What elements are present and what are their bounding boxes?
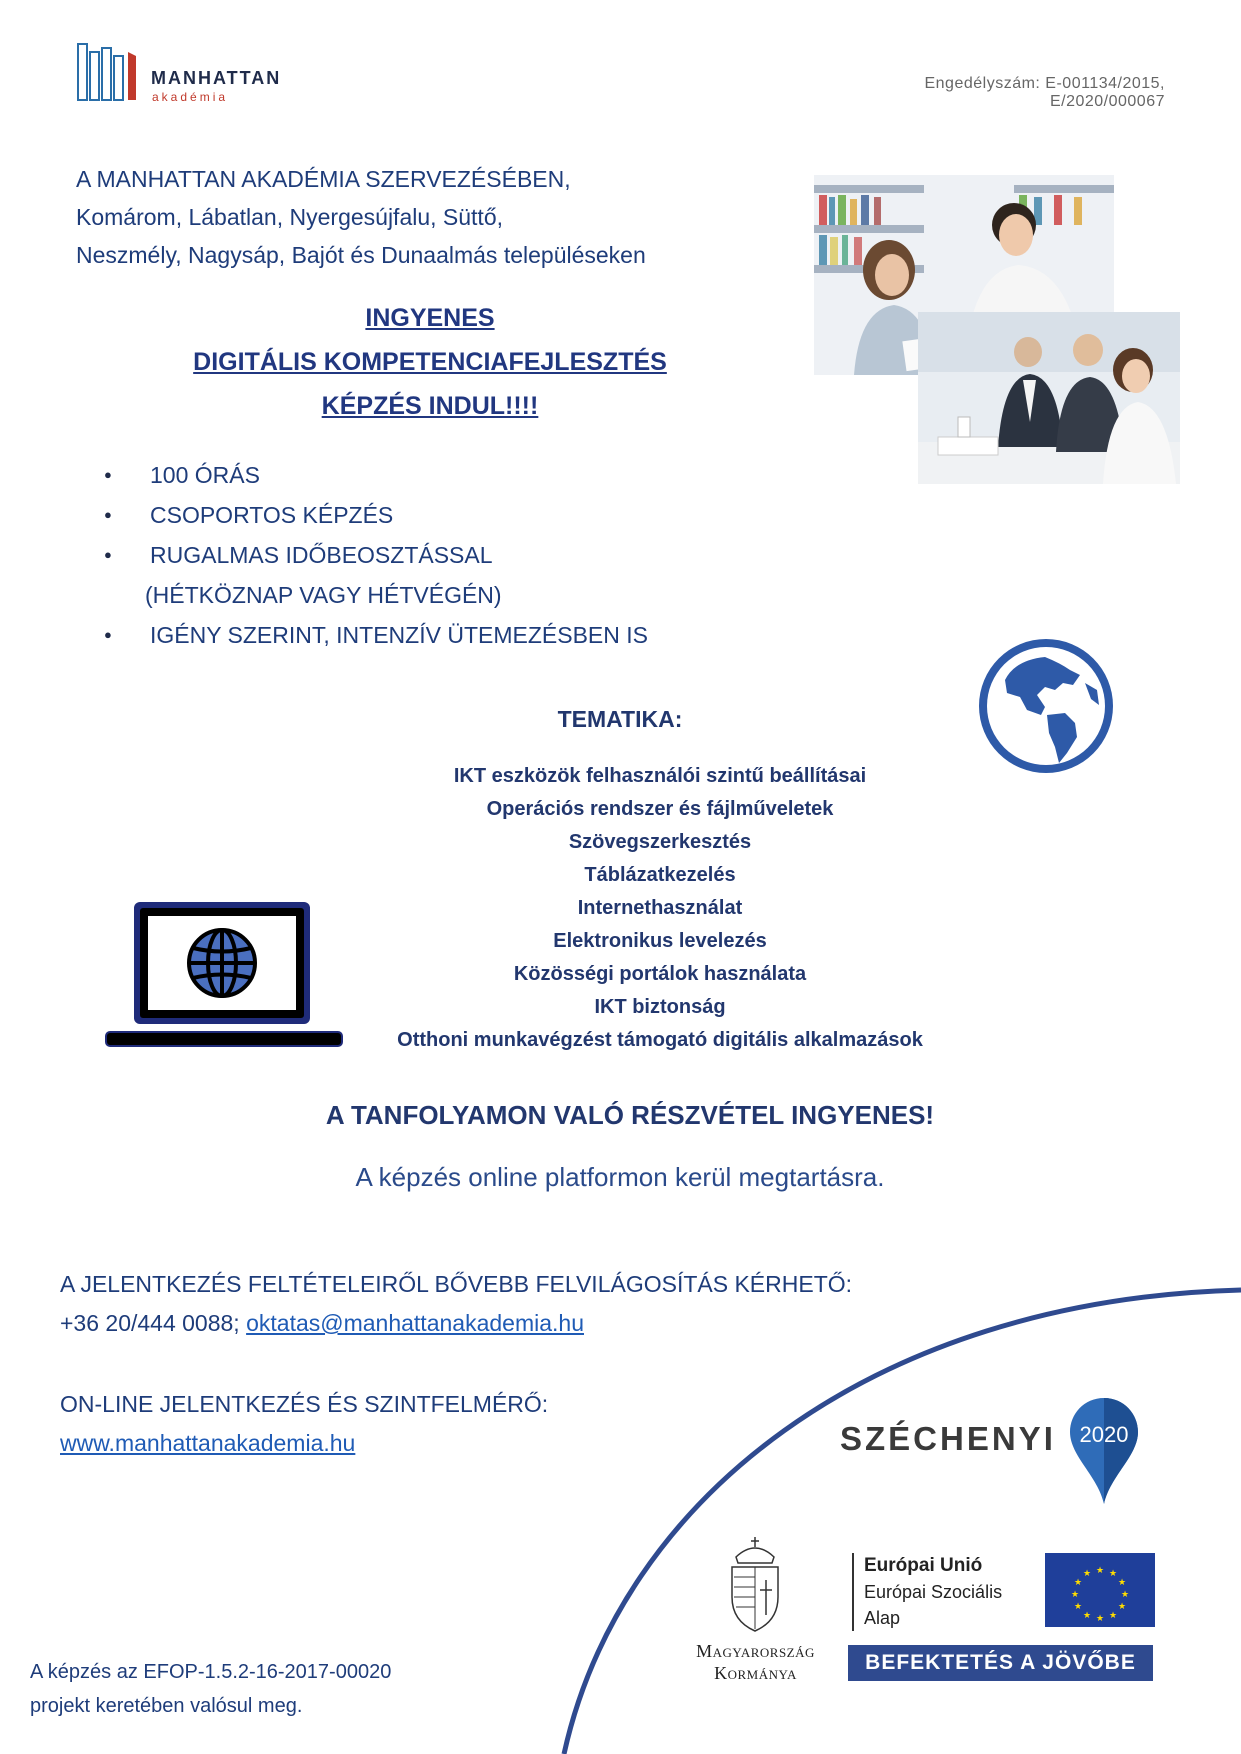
footnote-line-1: A képzés az EFOP-1.5.2-16-2017-00020: [30, 1661, 392, 1683]
topic-item: Közösségi portálok használata: [513, 963, 807, 985]
list-item: ● 100 ÓRÁS: [100, 455, 648, 495]
contact-heading: A JELENTKEZÉS FELTÉTELEIRŐL BŐVEBB FELVILÁGOSÍTÁS KÉRHETŐ:: [60, 1271, 853, 1297]
office-team-photo: [918, 312, 1180, 484]
svg-text:★: ★: [1073, 1578, 1083, 1588]
svg-text:★: ★: [1095, 1614, 1105, 1624]
eu-text-block: [852, 1553, 1002, 1631]
topic-item: Operációs rendszer és fájlműveletek: [486, 798, 834, 820]
szechenyi-year: 2020: [1079, 1422, 1129, 1447]
topic-item: Elektronikus levelezés: [553, 930, 767, 952]
coat-of-arms-icon: [722, 1535, 788, 1635]
befektetes-banner: BEFEKTETÉS A JÖVŐBE: [848, 1645, 1153, 1681]
intro-line-1: A MANHATTAN AKADÉMIA SZERVEZÉSÉBEN,: [76, 166, 571, 192]
globe-icon: [975, 635, 1117, 777]
topics-list: [350, 760, 970, 1057]
topic-item: IKT biztonság: [594, 996, 726, 1018]
online-registration: [60, 1385, 548, 1463]
license-line-1: Engedélyszám: E-001134/2015,: [924, 75, 1165, 92]
pin-icon: [1068, 1396, 1140, 1506]
eu-line-1: Európai Unió: [864, 1555, 983, 1576]
svg-text:★: ★: [1082, 1569, 1092, 1579]
intro-text: [76, 160, 646, 274]
tematika-heading: TEMATIKA:: [557, 706, 683, 732]
topic-item: Szövegszerkesztés: [568, 831, 752, 853]
contact-info: [60, 1265, 852, 1343]
online-notice: A képzés online platformon kerül megtartásra.: [355, 1162, 885, 1192]
license-line-2: E/2020/000067: [1049, 93, 1165, 110]
topic-item: Internethasználat: [577, 897, 743, 919]
headline: [130, 296, 730, 428]
footnote-line-2: projekt keretében valósul meg.: [30, 1695, 303, 1717]
eu-line-3: Alap: [864, 1608, 901, 1628]
topic-item: Otthoni munkavégzést támogató digitális alkalmazások: [397, 1029, 923, 1051]
topic-item: Táblázatkezelés: [584, 864, 736, 886]
list-item: ● CSOPORTOS KÉPZÉS: [100, 495, 648, 535]
eu-flag-icon: [1045, 1553, 1155, 1627]
szechenyi-word: SZÉCHENYI: [840, 1420, 1056, 1457]
logo-sub-text: akadémia: [152, 90, 229, 104]
svg-text:★: ★: [1120, 1590, 1130, 1600]
eu-line-2: Európai Szociális: [864, 1582, 1003, 1602]
headline-line-1: INGYENES: [365, 304, 495, 332]
feature-list: [100, 455, 648, 655]
headline-line-3: KÉPZÉS INDUL!!!!: [321, 392, 539, 420]
svg-text:★: ★: [1117, 1578, 1127, 1588]
government-text: [668, 1640, 843, 1684]
svg-text:★: ★: [1073, 1602, 1083, 1612]
svg-text:★: ★: [1108, 1611, 1118, 1621]
list-item: ● IGÉNY SZERINT, INTENZÍV ÜTEMEZÉSBEN IS: [100, 615, 648, 655]
project-footnote: [30, 1655, 391, 1723]
svg-text:★: ★: [1070, 1590, 1080, 1600]
list-item: ● RUGALMAS IDŐBEOSZTÁSSAL: [100, 535, 648, 575]
topic-item: IKT eszközök felhasználói szintű beállításai: [453, 765, 867, 787]
svg-text:★: ★: [1082, 1611, 1092, 1621]
manhattan-logo: [76, 42, 316, 106]
free-notice: A TANFOLYAMON VALÓ RÉSZVÉTEL INGYENES!: [325, 1100, 935, 1130]
intro-line-2: Komárom, Lábatlan, Nyergesújfalu, Süttő,: [76, 204, 504, 230]
list-item-continuation: (HÉTKÖZNAP VAGY HÉTVÉGÉN): [145, 582, 502, 608]
szechenyi-2020-logo: [840, 1396, 1140, 1506]
svg-text:★: ★: [1117, 1602, 1127, 1612]
kormany-line-1: Magyarország: [696, 1641, 815, 1661]
online-reg-heading: ON-LINE JELENTKEZÉS ÉS SZINTFELMÉRŐ:: [60, 1391, 549, 1417]
contact-email-link[interactable]: oktatas@manhattanakademia.hu: [246, 1310, 584, 1336]
svg-text:★: ★: [1095, 1566, 1105, 1576]
kormany-line-2: Kormánya: [714, 1663, 797, 1683]
books-logo-icon: [76, 42, 146, 106]
intro-line-3: Neszmély, Nagysáp, Bajót és Dunaalmás településeken: [76, 242, 646, 268]
headline-line-2: DIGITÁLIS KOMPETENCIAFEJLESZTÉS: [193, 348, 667, 376]
laptop-icon: [104, 898, 344, 1054]
license-number: [825, 75, 1165, 111]
svg-text:★: ★: [1108, 1569, 1118, 1579]
logo-brand-text: MANHATTAN: [151, 68, 282, 88]
website-link[interactable]: www.manhattanakademia.hu: [60, 1430, 356, 1456]
contact-phone: +36 20/444 0088;: [60, 1310, 240, 1336]
